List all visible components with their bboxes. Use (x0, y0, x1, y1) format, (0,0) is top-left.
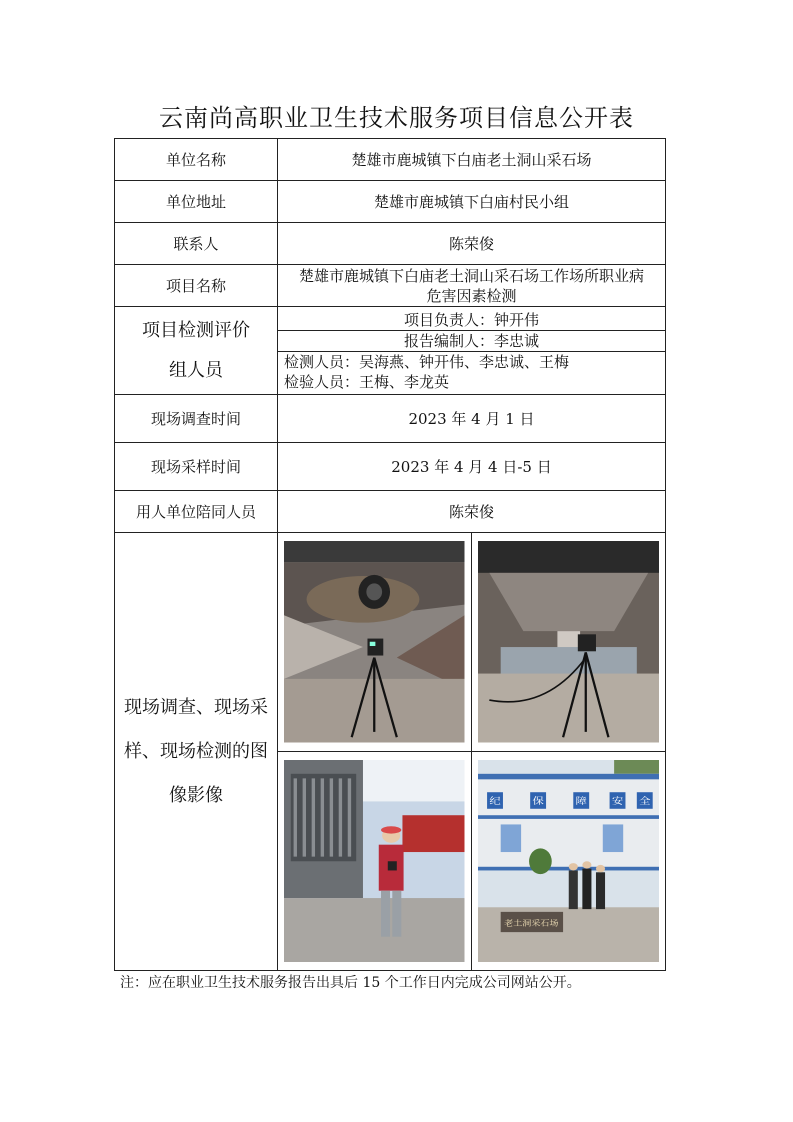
images-cell (278, 533, 666, 971)
photo-cell-2 (472, 533, 666, 752)
value-companion: 陈荣俊 (278, 491, 666, 533)
info-table (114, 138, 666, 971)
images-label-line1: 现场调查、现场采 (124, 696, 268, 718)
label-unit-address: 单位地址 (115, 181, 278, 223)
value-sampling-time: 2023 年 4 月 4 日-5 日 (278, 443, 666, 491)
row-project-name (115, 265, 666, 307)
photo-plant-tripod (478, 541, 660, 743)
photo-cell-1 (278, 533, 472, 752)
row-companion (115, 491, 666, 533)
banner-char-4: 安 (611, 795, 623, 807)
staff-testers-block (278, 352, 665, 392)
footnote: 注：应在职业卫生技术服务报告出具后 15 个工作日内完成公司网站公开。 (120, 975, 581, 991)
label-images (115, 533, 278, 971)
banner-char-2: 保 (531, 795, 544, 807)
images-label-line3: 像影像 (169, 784, 223, 806)
staff-leader: 项目负责人：钟开伟 (278, 310, 665, 331)
banner-char-5: 全 (638, 795, 650, 807)
row-sampling-time (115, 443, 666, 491)
value-unit-name: 楚雄市鹿城镇下白庙老土洞山采石场 (278, 139, 666, 181)
photo-cell-4 (472, 752, 666, 971)
label-contact: 联系人 (115, 223, 278, 265)
row-survey-time (115, 395, 666, 443)
label-project-name: 项目名称 (115, 265, 278, 307)
staff-inspectors: 检验人员：王梅、李龙英 (284, 372, 450, 391)
label-survey-time: 现场调查时间 (115, 395, 278, 443)
value-project-name (278, 265, 666, 307)
staff-label-line1: 项目检测评价 (142, 319, 250, 341)
banner-char-3: 障 (575, 795, 587, 807)
value-contact: 陈荣俊 (278, 223, 666, 265)
row-unit-name (115, 139, 666, 181)
row-images (115, 533, 666, 971)
photo-worker-loader (284, 760, 465, 963)
page-title: 云南尚高职业卫生技术服务项目信息公开表 (159, 104, 634, 132)
value-unit-address: 楚雄市鹿城镇下白庙村民小组 (278, 181, 666, 223)
banner-char-1: 纪 (488, 795, 501, 807)
photo-crusher-tripod (284, 541, 465, 743)
value-survey-time: 2023 年 4 月 1 日 (278, 395, 666, 443)
value-staff (278, 307, 666, 395)
staff-report-writer: 报告编制人：李忠诚 (278, 331, 665, 352)
project-name-line1: 楚雄市鹿城镇下白庙老土洞山采石场工作场所职业病 (298, 266, 644, 285)
row-unit-address (115, 181, 666, 223)
label-unit-name: 单位名称 (115, 139, 278, 181)
project-name-line2: 危害因素检测 (426, 286, 517, 305)
staff-testers: 检测人员：吴海燕、钟开伟、李忠诚、王梅 (284, 352, 570, 371)
photo-cell-3 (278, 752, 472, 971)
photo-grid (278, 533, 665, 970)
images-label-line2: 样、现场检测的图 (124, 740, 268, 762)
label-staff (115, 307, 278, 395)
stone-sign-text: 老土洞采石场 (503, 918, 558, 927)
row-contact (115, 223, 666, 265)
row-staff (115, 307, 666, 395)
photo-group-office (478, 760, 660, 963)
label-sampling-time: 现场采样时间 (115, 443, 278, 491)
staff-label-line2: 组人员 (169, 359, 223, 381)
label-companion: 用人单位陪同人员 (115, 491, 278, 533)
